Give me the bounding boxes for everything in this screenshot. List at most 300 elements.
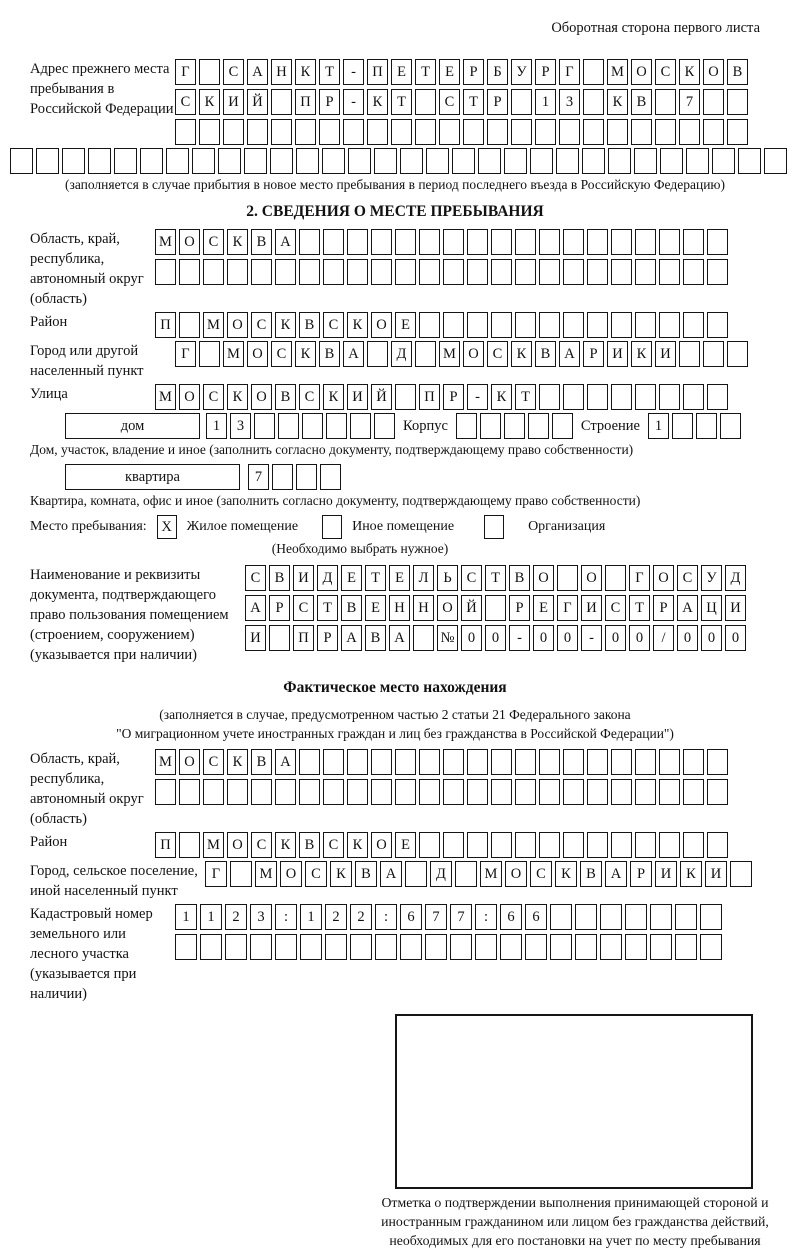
- char-box: [395, 259, 416, 285]
- char-box: [343, 119, 364, 145]
- char-box: [302, 413, 323, 439]
- char-box: [88, 148, 111, 174]
- char-box: [730, 861, 752, 887]
- apartment-row: [65, 464, 760, 490]
- char-box: В: [631, 89, 652, 115]
- char-box: С: [655, 59, 676, 85]
- char-box: О: [179, 384, 200, 410]
- char-box: И: [607, 341, 628, 367]
- char-box: 3: [230, 413, 251, 439]
- char-box: [683, 259, 704, 285]
- char-box: [539, 832, 560, 858]
- char-box: С: [271, 341, 292, 367]
- char-box: С: [203, 229, 224, 255]
- section2-district-label: Район: [30, 314, 68, 330]
- char-box: [443, 779, 464, 805]
- confirmation-stamp-box: [395, 1014, 753, 1189]
- char-box: 1: [535, 89, 556, 115]
- char-box: [419, 779, 440, 805]
- prev-address-row-4: [10, 148, 760, 174]
- char-box: С: [677, 565, 698, 591]
- char-box: А: [245, 595, 266, 621]
- char-box: [347, 779, 368, 805]
- char-box: -: [467, 384, 488, 410]
- char-box: Г: [205, 861, 227, 887]
- char-box: К: [631, 341, 652, 367]
- char-box: [535, 119, 556, 145]
- char-box: В: [365, 625, 386, 651]
- char-box: 7: [248, 464, 269, 490]
- char-box: [727, 89, 748, 115]
- char-box: В: [580, 861, 602, 887]
- char-box: [175, 934, 197, 960]
- char-box: [443, 312, 464, 338]
- char-box: [600, 904, 622, 930]
- char-box: [244, 148, 267, 174]
- char-box: Т: [629, 595, 650, 621]
- char-box: К: [491, 384, 512, 410]
- char-box: И: [245, 625, 266, 651]
- char-box: А: [605, 861, 627, 887]
- char-box: [611, 229, 632, 255]
- char-box: В: [251, 229, 272, 255]
- char-box: [635, 259, 656, 285]
- prev-address-note: (заполняется в случае прибытия в новое место пребывания в период последнего въезда в Российскую Федерацию): [64, 177, 726, 192]
- section2-district-block: [30, 312, 760, 338]
- char-box: Д: [391, 341, 412, 367]
- char-box: [539, 779, 560, 805]
- char-box: [563, 229, 584, 255]
- char-box: Р: [317, 625, 338, 651]
- char-box: [515, 259, 536, 285]
- char-box: О: [227, 832, 248, 858]
- char-box: [443, 749, 464, 775]
- char-box: [367, 119, 388, 145]
- char-box: 2: [325, 904, 347, 930]
- actual-district-block: [30, 832, 760, 858]
- char-box: [539, 229, 560, 255]
- char-box: [203, 779, 224, 805]
- char-box: К: [347, 312, 368, 338]
- char-box: [467, 229, 488, 255]
- char-box: К: [680, 861, 702, 887]
- char-box: :: [475, 904, 497, 930]
- char-box: [587, 259, 608, 285]
- char-box: [539, 259, 560, 285]
- char-box: Л: [413, 565, 434, 591]
- document-label: Наименование и реквизиты документа, подтверждающего право пользования помещением (строением, сооружением) (указывается при наличии): [30, 567, 229, 663]
- char-box: [323, 749, 344, 775]
- section2-city-label: Город или другой населенный пункт: [30, 343, 144, 379]
- char-box: [251, 779, 272, 805]
- char-box: [700, 934, 722, 960]
- char-box: [707, 312, 728, 338]
- char-box: [559, 119, 580, 145]
- char-box: Й: [371, 384, 392, 410]
- char-box: [467, 259, 488, 285]
- char-box: [686, 148, 709, 174]
- char-box: [395, 384, 416, 410]
- char-box: А: [275, 229, 296, 255]
- char-box: [140, 148, 163, 174]
- char-box: [675, 934, 697, 960]
- char-box: [251, 259, 272, 285]
- char-box: Е: [341, 565, 362, 591]
- char-box: [563, 749, 584, 775]
- char-box: [530, 148, 553, 174]
- char-box: [475, 934, 497, 960]
- char-box: [347, 229, 368, 255]
- char-box: [450, 934, 472, 960]
- char-box: [707, 259, 728, 285]
- char-box: [227, 779, 248, 805]
- char-box: 0: [533, 625, 554, 651]
- char-box: И: [725, 595, 746, 621]
- char-box: [611, 312, 632, 338]
- stroenie-cells: [648, 413, 741, 439]
- char-box: М: [223, 341, 244, 367]
- section2-region-row-1: [155, 229, 728, 255]
- char-box: Т: [365, 565, 386, 591]
- char-box: О: [227, 312, 248, 338]
- char-box: [247, 119, 268, 145]
- char-box: [675, 904, 697, 930]
- char-box: [271, 119, 292, 145]
- char-box: Н: [271, 59, 292, 85]
- char-box: [515, 229, 536, 255]
- char-box: [323, 779, 344, 805]
- char-box: [683, 312, 704, 338]
- char-box: Т: [415, 59, 436, 85]
- char-box: [575, 904, 597, 930]
- char-box: [419, 749, 440, 775]
- char-box: :: [375, 904, 397, 930]
- char-box: [600, 934, 622, 960]
- char-box: Т: [463, 89, 484, 115]
- char-box: И: [705, 861, 727, 887]
- char-box: [491, 229, 512, 255]
- char-box: 0: [557, 625, 578, 651]
- char-box: [199, 59, 220, 85]
- char-box: А: [341, 625, 362, 651]
- document-row-1: [245, 565, 746, 591]
- char-box: К: [323, 384, 344, 410]
- char-box: 6: [400, 904, 422, 930]
- char-box: Т: [317, 595, 338, 621]
- char-box: Н: [389, 595, 410, 621]
- char-box: В: [341, 595, 362, 621]
- char-box: [203, 259, 224, 285]
- prev-address-row-3: [175, 119, 748, 145]
- char-box: [659, 749, 680, 775]
- char-box: Р: [487, 89, 508, 115]
- char-box: [225, 934, 247, 960]
- char-box: [660, 148, 683, 174]
- char-box: [539, 749, 560, 775]
- char-box: В: [269, 565, 290, 591]
- organization-checkbox: [484, 515, 504, 539]
- char-box: Д: [317, 565, 338, 591]
- char-box: К: [275, 312, 296, 338]
- char-box: Т: [485, 565, 506, 591]
- char-box: 1: [206, 413, 227, 439]
- char-box: [300, 934, 322, 960]
- char-box: [631, 119, 652, 145]
- char-box: №: [437, 625, 458, 651]
- char-box: [611, 384, 632, 410]
- char-box: [635, 749, 656, 775]
- char-box: 7: [425, 904, 447, 930]
- actual-location-heading: Фактическое место нахождения: [283, 679, 507, 696]
- char-box: [275, 259, 296, 285]
- char-box: Г: [629, 565, 650, 591]
- actual-city-label: Город, сельское поселение, иной населенный пункт: [30, 863, 198, 899]
- char-box: [439, 119, 460, 145]
- actual-location-note-1: (заполняется в случае, предусмотренном частью 2 статьи 21 Федерального закона: [159, 707, 631, 722]
- char-box: В: [275, 384, 296, 410]
- char-box: [319, 119, 340, 145]
- char-box: [175, 119, 196, 145]
- char-box: И: [655, 341, 676, 367]
- char-box: И: [347, 384, 368, 410]
- char-box: [199, 341, 220, 367]
- char-box: [270, 148, 293, 174]
- char-box: [114, 148, 137, 174]
- char-box: [659, 384, 680, 410]
- char-box: [350, 934, 372, 960]
- char-box: [587, 749, 608, 775]
- char-box: [635, 832, 656, 858]
- char-box: [395, 229, 416, 255]
- char-box: 1: [175, 904, 197, 930]
- prev-address-row-2: [175, 89, 748, 115]
- char-box: [299, 779, 320, 805]
- char-box: С: [439, 89, 460, 115]
- char-box: [400, 148, 423, 174]
- char-box: [415, 119, 436, 145]
- stay-place-label: Место пребывания:: [30, 519, 147, 534]
- char-box: [583, 119, 604, 145]
- section2-city-row: [175, 341, 748, 367]
- char-box: О: [631, 59, 652, 85]
- char-box: О: [179, 229, 200, 255]
- char-box: А: [677, 595, 698, 621]
- char-box: [10, 148, 33, 174]
- char-box: [296, 148, 319, 174]
- char-box: [350, 413, 371, 439]
- char-box: Р: [630, 861, 652, 887]
- char-box: /: [653, 625, 674, 651]
- char-box: К: [295, 341, 316, 367]
- char-box: [552, 413, 573, 439]
- char-box: [491, 832, 512, 858]
- char-box: [200, 934, 222, 960]
- char-box: [485, 595, 506, 621]
- char-box: К: [511, 341, 532, 367]
- section2-region-row-2: [155, 259, 728, 285]
- document-row-2: [245, 595, 746, 621]
- char-box: К: [227, 749, 248, 775]
- char-box: [700, 904, 722, 930]
- char-box: Р: [443, 384, 464, 410]
- char-box: Е: [533, 595, 554, 621]
- char-box: [539, 312, 560, 338]
- char-box: [400, 934, 422, 960]
- char-box: Е: [365, 595, 386, 621]
- char-box: С: [223, 59, 244, 85]
- char-box: 0: [461, 625, 482, 651]
- stay-place-note: (Необходимо выбрать нужное): [271, 541, 449, 556]
- char-box: [582, 148, 605, 174]
- char-box: -: [581, 625, 602, 651]
- char-box: [36, 148, 59, 174]
- char-box: [62, 148, 85, 174]
- char-box: [179, 779, 200, 805]
- residential-checkbox: X: [157, 515, 177, 539]
- char-box: 6: [525, 904, 547, 930]
- char-box: [696, 413, 717, 439]
- char-box: С: [175, 89, 196, 115]
- char-box: [703, 89, 724, 115]
- char-box: [299, 259, 320, 285]
- char-box: [419, 312, 440, 338]
- char-box: К: [367, 89, 388, 115]
- char-box: [625, 934, 647, 960]
- char-box: [650, 934, 672, 960]
- char-box: [659, 259, 680, 285]
- char-box: К: [275, 832, 296, 858]
- actual-city-row: [205, 861, 752, 887]
- char-box: [419, 229, 440, 255]
- char-box: [491, 259, 512, 285]
- char-box: [371, 259, 392, 285]
- char-box: Е: [389, 565, 410, 591]
- prev-address-row-1: [175, 59, 748, 85]
- char-box: И: [293, 565, 314, 591]
- char-box: [295, 119, 316, 145]
- char-box: [415, 341, 436, 367]
- char-box: О: [371, 312, 392, 338]
- char-box: [296, 464, 317, 490]
- char-box: [155, 259, 176, 285]
- cadastral-row-2: [175, 934, 722, 960]
- char-box: В: [299, 312, 320, 338]
- char-box: [703, 119, 724, 145]
- char-box: Ц: [701, 595, 722, 621]
- char-box: [659, 312, 680, 338]
- char-box: 6: [500, 904, 522, 930]
- apartment-number-cells: [248, 464, 341, 490]
- char-box: [703, 341, 724, 367]
- char-box: [391, 119, 412, 145]
- char-box: [611, 832, 632, 858]
- char-box: [515, 779, 536, 805]
- section2-heading: 2. СВЕДЕНИЯ О МЕСТЕ ПРЕБЫВАНИЯ: [246, 203, 544, 220]
- char-box: [452, 148, 475, 174]
- char-box: [419, 259, 440, 285]
- char-box: 3: [250, 904, 272, 930]
- char-box: П: [419, 384, 440, 410]
- char-box: [683, 832, 704, 858]
- char-box: [611, 259, 632, 285]
- actual-district-label: Район: [30, 834, 68, 850]
- char-box: М: [439, 341, 460, 367]
- char-box: М: [203, 832, 224, 858]
- other-premises-label: Иное помещение: [352, 519, 455, 534]
- char-box: [607, 119, 628, 145]
- cadastral-label: Кадастровый номер земельного или лесного участка (указывается при наличии): [30, 906, 153, 1002]
- char-box: [528, 413, 549, 439]
- document-block: [30, 565, 760, 665]
- section2-street-row: [155, 384, 728, 410]
- char-box: [683, 749, 704, 775]
- char-box: [443, 229, 464, 255]
- korpus-label: Корпус: [403, 418, 448, 434]
- char-box: И: [655, 861, 677, 887]
- char-box: [707, 384, 728, 410]
- char-box: [504, 148, 527, 174]
- char-box: [707, 749, 728, 775]
- stay-place-row: [30, 515, 760, 539]
- char-box: В: [535, 341, 556, 367]
- char-box: [179, 259, 200, 285]
- char-box: О: [280, 861, 302, 887]
- char-box: С: [203, 749, 224, 775]
- actual-region-block: [30, 749, 760, 829]
- actual-district-row: [155, 832, 728, 858]
- char-box: [320, 464, 341, 490]
- char-box: 3: [559, 89, 580, 115]
- char-box: Р: [269, 595, 290, 621]
- char-box: В: [355, 861, 377, 887]
- char-box: [727, 341, 748, 367]
- char-box: Й: [247, 89, 268, 115]
- char-box: С: [323, 312, 344, 338]
- char-box: 7: [450, 904, 472, 930]
- char-box: [371, 779, 392, 805]
- char-box: 0: [701, 625, 722, 651]
- section2-street-block: [30, 384, 760, 410]
- char-box: Й: [461, 595, 482, 621]
- char-box: [611, 749, 632, 775]
- char-box: 2: [350, 904, 372, 930]
- char-box: О: [463, 341, 484, 367]
- char-box: [326, 413, 347, 439]
- house-number-cells: [206, 413, 395, 439]
- char-box: К: [607, 89, 628, 115]
- char-box: [500, 934, 522, 960]
- char-box: Т: [391, 89, 412, 115]
- char-box: [419, 832, 440, 858]
- char-box: [223, 119, 244, 145]
- char-box: [515, 832, 536, 858]
- char-box: [254, 413, 275, 439]
- char-box: -: [509, 625, 530, 651]
- char-box: -: [343, 59, 364, 85]
- char-box: Е: [395, 312, 416, 338]
- char-box: [367, 341, 388, 367]
- char-box: [583, 59, 604, 85]
- char-box: [179, 312, 200, 338]
- other-premises-checkbox: [322, 515, 342, 539]
- char-box: [199, 119, 220, 145]
- char-box: М: [255, 861, 277, 887]
- char-box: [659, 229, 680, 255]
- char-box: У: [511, 59, 532, 85]
- char-box: [426, 148, 449, 174]
- char-box: [179, 832, 200, 858]
- char-box: [635, 384, 656, 410]
